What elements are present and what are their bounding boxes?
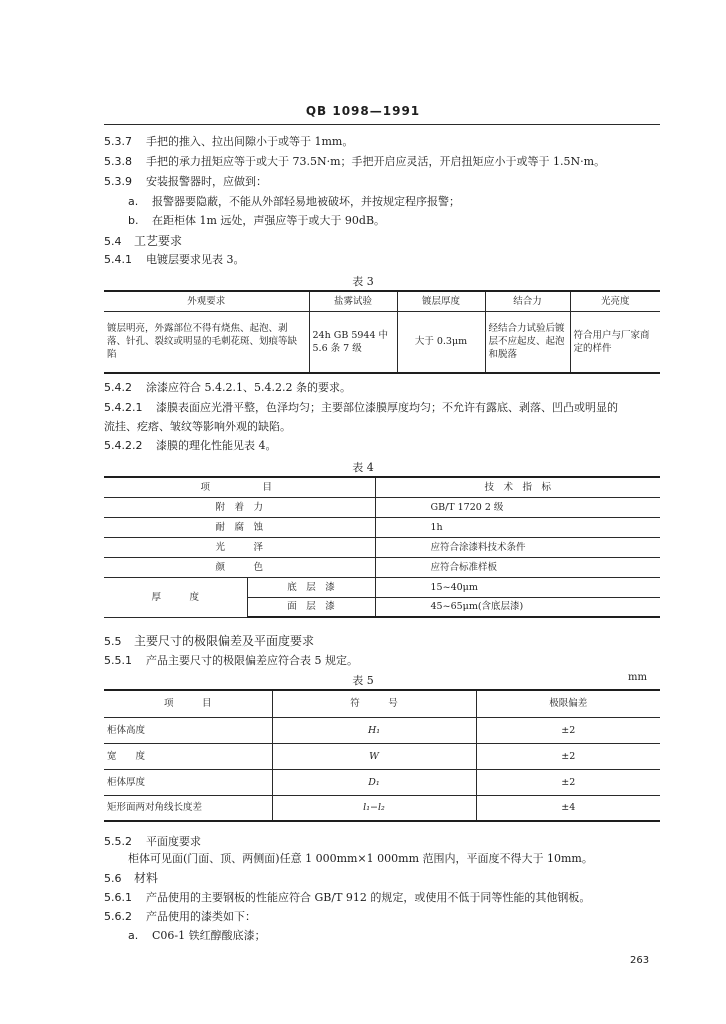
- item-text: 报警器要隐蔽，不能从外部轻易地被破坏，并按规定程序报警；: [152, 195, 460, 208]
- clause-5-3-8: [104, 155, 605, 169]
- item-c06-1: [128, 929, 266, 943]
- item-a: [128, 195, 460, 209]
- table-5-unit: mm: [628, 672, 647, 683]
- clause-text: 流挂、疙瘩、皱纹等影响外观的缺陷。: [104, 420, 291, 433]
- clause-5-3-7: [104, 135, 353, 149]
- item-marker: a.: [128, 195, 139, 208]
- table-3-salt-spray: 24h GB 5944 中 5.6 条 7 级: [309, 311, 397, 373]
- clause-text: 涂漆应符合 5.4.2.1、5.4.2.2 条的要求。: [146, 381, 351, 394]
- table-5-tolerance: ±4: [476, 795, 660, 821]
- section-title: 材料: [134, 871, 159, 885]
- table-3-thickness: 大于 0.3μm: [397, 311, 485, 373]
- clause-text: 电镀层要求见表 3。: [146, 253, 245, 266]
- section-number: 5.5: [104, 635, 122, 648]
- clause-text: 产品使用的主要钢板的性能应符合 GB/T 912 的规定，或使用不低于同等性能的其他钢板。: [146, 891, 591, 904]
- clause-5-4-1: [104, 253, 245, 267]
- table-4-sub-item: 面 层 漆: [247, 597, 375, 617]
- clause-number: 5.4.2.2: [104, 439, 143, 452]
- clause-5-3-9: [104, 175, 267, 189]
- table-4-value: 15~40μm: [375, 577, 660, 597]
- clause-text: 柜体可见面(门面、顶、两侧面)任意 1 000mm×1 000mm 范围内，平面度不得大于 10mm。: [128, 852, 593, 865]
- table-4-caption: 表 4: [352, 461, 374, 474]
- section-5-6: [104, 871, 158, 886]
- item-text: C06-1 铁红醇酸底漆；: [152, 929, 266, 942]
- table-3-adhesion: 经结合力试验后镀层不应起皮、起泡和脱落: [485, 311, 570, 373]
- table-5-header: 极限偏差: [476, 690, 660, 717]
- clause-number: 5.6.2: [104, 910, 132, 923]
- clause-number: 5.5.2: [104, 835, 132, 848]
- table-3-header: 镀层厚度: [397, 291, 485, 311]
- table-4-thickness: 厚 度: [104, 577, 247, 617]
- table-3-gloss: 符合用户与厂家商定的样件: [570, 311, 660, 373]
- table-4: [104, 476, 660, 618]
- table-4-item: 耐 腐 蚀: [104, 517, 375, 537]
- table-3: [104, 290, 660, 374]
- table-5-tolerance: ±2: [476, 769, 660, 795]
- table-4-item: 附 着 力: [104, 497, 375, 517]
- clause-number: 5.4.2.1: [104, 401, 143, 414]
- clause-number: 5.3.8: [104, 155, 132, 168]
- item-b: [128, 214, 385, 228]
- section-5-5: [104, 634, 314, 649]
- clause-text: 漆膜表面应光滑平整，色泽均匀；主要部位漆膜厚度均匀；不允许有露底、剥落、凹凸或明显的: [156, 401, 618, 414]
- table-3-appearance: 镀层明亮，外露部位不得有烧焦、起泡、剥落、针孔、裂纹或明显的毛刺花斑、划痕等缺陷: [104, 311, 309, 373]
- clause-text: 产品使用的漆类如下：: [146, 910, 256, 923]
- table-4-sub-item: 底 层 漆: [247, 577, 375, 597]
- clause-text: 安装报警器时，应做到：: [146, 175, 267, 188]
- section-title: 主要尺寸的极限偏差及平面度要求: [134, 634, 315, 648]
- table-5-header: 项 目: [104, 690, 272, 717]
- table-5-tolerance: ±2: [476, 717, 660, 743]
- table-4-header-index: 技 术 指 标: [375, 477, 660, 497]
- clause-number: 5.3.7: [104, 135, 132, 148]
- clause-text: 漆膜的理化性能见表 4。: [156, 439, 277, 452]
- table-4-value: 应符合标准样板: [375, 557, 660, 577]
- table-5-item: 矩形面两对角线长度差: [104, 795, 272, 821]
- table-4-value: GB/T 1720 2 级: [375, 497, 660, 517]
- table-5: [104, 689, 660, 822]
- standard-header: QB 1098—1991: [305, 104, 421, 118]
- clause-5-5-2-body: [128, 852, 593, 866]
- table-4-value: 45~65μm(含底层漆): [375, 597, 660, 617]
- table-4-item: 光 泽: [104, 537, 375, 557]
- table-5-header: 符 号: [272, 690, 476, 717]
- clause-5-4-2-1: [104, 401, 618, 415]
- table-5-tolerance: ±2: [476, 743, 660, 769]
- table-5-item: 柜体厚度: [104, 769, 272, 795]
- clause-text: 平面度要求: [146, 835, 201, 848]
- clause-text: 手把的承力扭矩应等于或大于 73.5N·m；手把开启应灵活，开启扭矩应小于或等于 1.5N·m。: [146, 155, 606, 168]
- table-4-item: 颜 色: [104, 557, 375, 577]
- table-3-header: 光亮度: [570, 291, 660, 311]
- table-5-symbol: D₁: [272, 769, 476, 795]
- table-5-symbol: H₁: [272, 717, 476, 743]
- section-title: 工艺要求: [134, 234, 183, 248]
- table-4-value: 1h: [375, 517, 660, 537]
- clause-number: 5.6.1: [104, 891, 132, 904]
- section-5-4: [104, 234, 182, 249]
- clause-number: 5.4.2: [104, 381, 132, 394]
- clause-number: 5.4.1: [104, 253, 132, 266]
- clause-text: 手把的推入、拉出间隙小于或等于 1mm。: [146, 135, 354, 148]
- page-number: 263: [630, 955, 650, 966]
- table-5-symbol: W: [272, 743, 476, 769]
- table-3-header: 结合力: [485, 291, 570, 311]
- table-3-header: 盐雾试验: [309, 291, 397, 311]
- clause-number: 5.3.9: [104, 175, 132, 188]
- table-3-header: 外观要求: [104, 291, 309, 311]
- clause-5-6-1: [104, 891, 590, 905]
- section-number: 5.4: [104, 235, 122, 248]
- table-4-header-item: 项 目: [104, 477, 375, 497]
- clause-5-5-1: [104, 654, 358, 668]
- clause-5-6-2: [104, 910, 256, 924]
- table-5-item: 柜体高度: [104, 717, 272, 743]
- clause-5-4-2-1-cont: [104, 420, 291, 434]
- item-text: 在距柜体 1m 远处，声强应等于或大于 90dB。: [152, 214, 386, 227]
- table-4-value: 应符合涂漆料技术条件: [375, 537, 660, 557]
- table-5-symbol: l₁−l₂: [272, 795, 476, 821]
- clause-5-4-2-2: [104, 439, 277, 453]
- table-3-caption: 表 3: [352, 275, 374, 288]
- item-marker: a.: [128, 929, 139, 942]
- clause-5-5-2: [104, 835, 201, 849]
- clause-text: 产品主要尺寸的极限偏差应符合表 5 规定。: [146, 654, 358, 667]
- clause-number: 5.5.1: [104, 654, 132, 667]
- table-5-item: 宽 度: [104, 743, 272, 769]
- item-marker: b.: [128, 214, 139, 227]
- table-5-caption: 表 5: [352, 674, 374, 687]
- header-rule: [104, 124, 660, 125]
- section-number: 5.6: [104, 872, 122, 885]
- clause-5-4-2: [104, 381, 351, 395]
